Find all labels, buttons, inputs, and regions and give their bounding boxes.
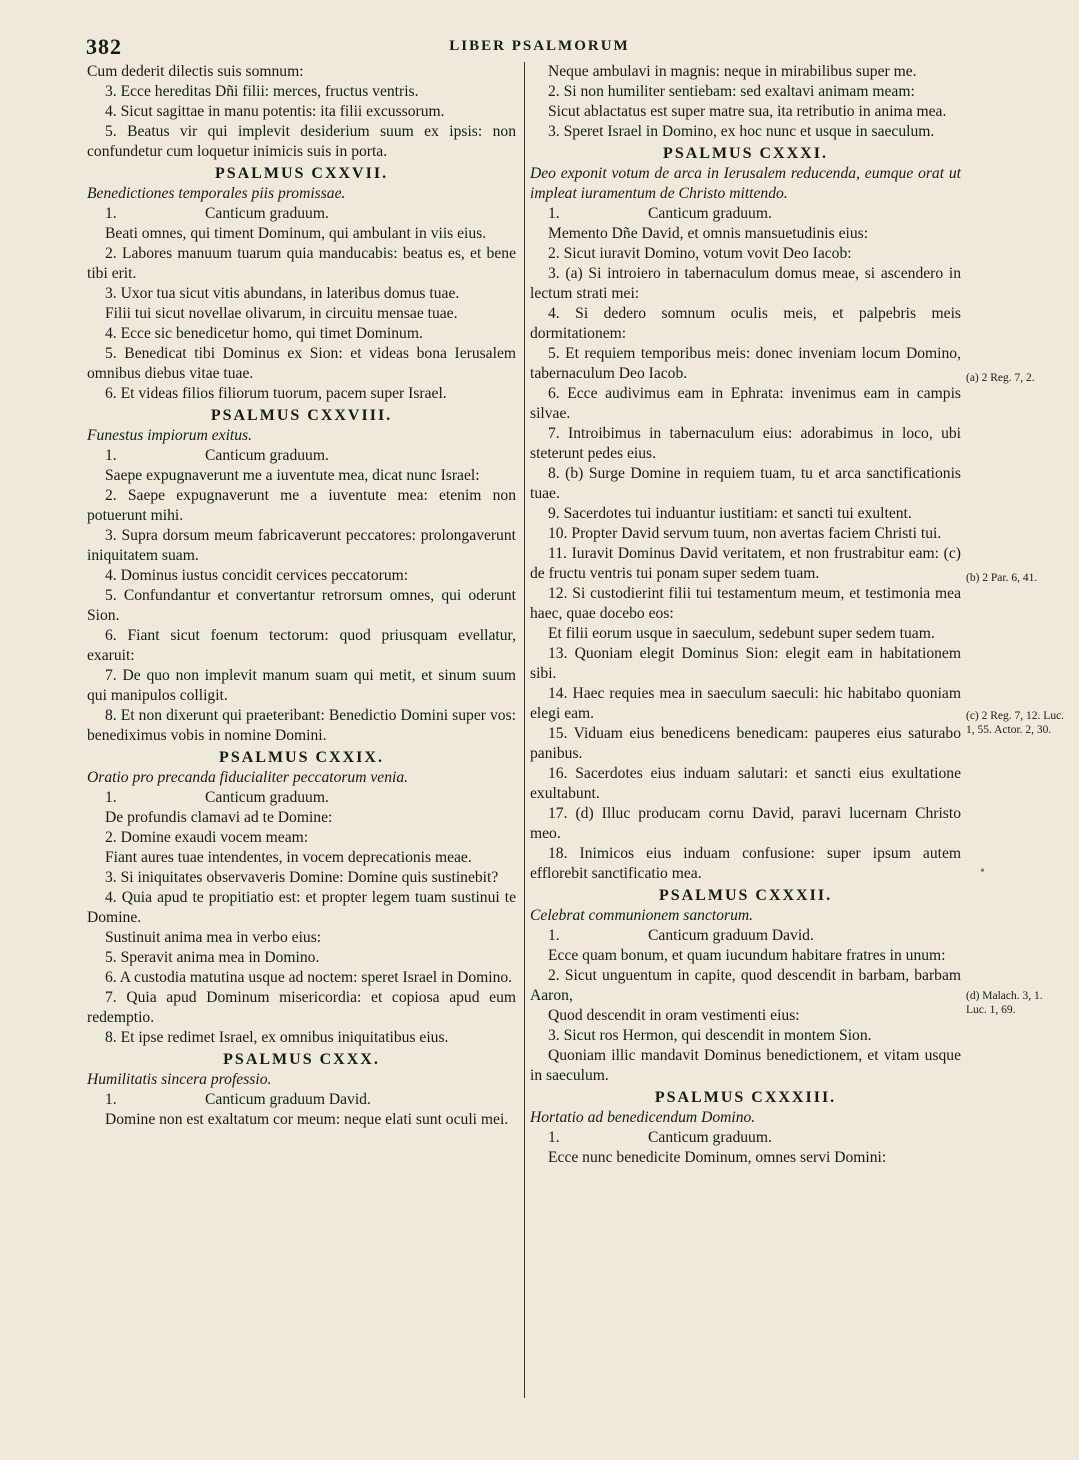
canticum-line — [87, 1090, 516, 1110]
margin-note-b: (b) 2 Par. 6, 41. — [966, 572, 1038, 584]
psalm-argument: Celebrat communionem sanctorum. — [530, 907, 754, 924]
running-title: LIBER PSALMORUM — [449, 38, 630, 54]
canticum-text: Canticum graduum. — [205, 205, 329, 222]
verse: Ecce quam bonum, et quam iucundum habitare fratres in unum: — [548, 947, 946, 964]
canticum-line — [530, 926, 961, 946]
verse: 3. Si iniquitates observaveris Domine: Domine quis sustinebit? — [105, 869, 499, 886]
verse: 7. Quia apud Dominum misericordia: et copiosa apud eum redemptio. — [87, 989, 516, 1026]
verse: 7. Introibimus in tabernaculum eius: adorabimus in loco, ubi steterunt pedes eius. — [530, 425, 961, 462]
verse: 10. Propter David servum tuum, non avertas faciem Christi tui. — [548, 525, 942, 542]
psalm-heading: PSALMUS CXXXIII. — [654, 1089, 837, 1106]
verse: Neque ambulavi in magnis: neque in mirabilibus super me. — [548, 63, 917, 80]
verse: 6. A custodia matutina usque ad noctem: speret Israel in Domino. — [105, 969, 513, 986]
verse: Et filii eorum usque in saeculum, sedebunt super sedem tuam. — [548, 625, 935, 642]
verse: 9. Sacerdotes tui induantur iustitiam: et sancti tui exultent. — [548, 505, 912, 522]
verse: Quod descendit in oram vestimenti eius: — [548, 1007, 800, 1024]
verse-number: 1. — [548, 1129, 560, 1146]
verse: 3. Speret Israel in Domino, ex hoc nunc et usque in saeculum. — [548, 123, 935, 140]
verse: 5. Speravit anima mea in Domino. — [105, 949, 320, 966]
verse: Fiant aures tuae intendentes, in vocem deprecationis meae. — [105, 849, 472, 866]
psalm-heading: PSALMUS CXXIX. — [219, 749, 384, 766]
verse: 12. Si custodierint filii tui testamentum meum, et testimonia mea haec, quae docebo eos: — [530, 585, 961, 622]
verse: Sustinuit anima mea in verbo eius: — [105, 929, 322, 946]
canticum-line — [87, 446, 516, 466]
verse: 14. Haec requies mea in saeculum saeculi: hic habitabo quoniam elegi eam. — [530, 685, 961, 722]
verse: Cum dederit dilectis suis somnum: — [87, 63, 304, 80]
verse: 3. Uxor tua sicut vitis abundans, in lateribus domus tuae. — [105, 285, 460, 302]
margin-note-a: (a) 2 Reg. 7, 2. — [966, 372, 1035, 384]
verse-number: 1. — [105, 1091, 117, 1108]
verse: 8. Et non dixerunt qui praeteribant: Benedictio Domini super vos: benediximus vobis in nomine Domini. — [87, 707, 516, 744]
verse: 2. Saepe expugnaverunt me a iuventute mea: etenim non potuerunt mihi. — [87, 487, 516, 524]
verse: Domine non est exaltatum cor meum: neque elati sunt oculi mei. — [105, 1111, 509, 1128]
verse-number: 1. — [105, 205, 117, 222]
canticum-text: Canticum graduum David. — [648, 927, 814, 944]
psalm-argument: Humilitatis sincera professio. — [87, 1071, 272, 1088]
verse-number: 1. — [105, 789, 117, 806]
verse: 2. Sicut unguentum in capite, quod descendit in barbam, barbam Aaron, — [530, 967, 961, 1004]
verse: 5. Beatus vir qui implevit desiderium suum ex ipsis: non confundetur cum loquetur inimicis suis in porta. — [87, 123, 516, 160]
verse: 18. Inimicos eius induam confusione: super ipsum autem efflorebit sanctificatio mea. — [530, 845, 961, 882]
verse: 3. Supra dorsum meum fabricaverunt peccatores: prolongaverunt iniquitatem suam. — [87, 527, 516, 564]
verse: 16. Sacerdotes eius induam salutari: et sancti eius exultatione exultabunt. — [530, 765, 961, 802]
verse: 5. Confundantur et convertantur retrorsum omnes, qui oderunt Sion. — [87, 587, 516, 624]
verse: Beati omnes, qui timent Dominum, qui ambulant in viis eius. — [105, 225, 487, 242]
verse: 4. Si dedero somnum oculis meis, et palpebris meis dormitationem: — [530, 305, 961, 342]
verse: 4. Quia apud te propitiatio est: et propter legem tuam sustinui te Domine. — [87, 889, 516, 926]
verse: Filii tui sicut novellae olivarum, in circuitu mensae tuae. — [105, 305, 458, 322]
right-column — [530, 62, 961, 1168]
verse: 2. Si non humiliter sentiebam: sed exaltavi animam meam: — [548, 83, 915, 100]
psalm-heading: PSALMUS CXXVII. — [214, 165, 389, 182]
canticum-line — [530, 204, 961, 224]
verse: 2. Domine exaudi vocem meam: — [105, 829, 309, 846]
verse: Ecce nunc benedicite Dominum, omnes servi Domini: — [548, 1149, 887, 1166]
verse: 6. Fiant sicut foenum tectorum: quod priusquam evellatur, exaruit: — [87, 627, 516, 664]
verse: 11. Iuravit Dominus David veritatem, et non frustrabitur eam: (c) de fructu ventris tui ponam super sedem tuam. — [530, 545, 961, 582]
verse: 3. (a) Si introiero in tabernaculum domus meae, si ascendero in lectum strati mei: — [530, 265, 961, 302]
verse: 8. (b) Surge Domine in requiem tuam, tu et arca sanctificationis tuae. — [530, 465, 961, 502]
verse: Saepe expugnaverunt me a iuventute mea, dicat nunc Israel: — [105, 467, 480, 484]
verse: 2. Sicut iuravit Domino, votum vovit Deo Iacob: — [548, 245, 852, 262]
verse: 5. Et requiem temporibus meis: donec inveniam locum Domino, tabernaculum Deo Iacob. — [530, 345, 961, 382]
verse: 7. De quo non implevit manum suam qui metit, et sinum suum qui manipulos colligit. — [87, 667, 516, 704]
verse-number: 1. — [105, 447, 117, 464]
verse: De profundis clamavi ad te Domine: — [105, 809, 333, 826]
canticum-text: Canticum graduum David. — [205, 1091, 371, 1108]
canticum-text: Canticum graduum. — [648, 205, 772, 222]
column-divider — [524, 62, 525, 1398]
verse: Memento Dñe David, et omnis mansuetudinis eius: — [548, 225, 869, 242]
canticum-line — [87, 204, 516, 224]
verse: 4. Sicut sagittae in manu potentis: ita filii excussorum. — [105, 103, 445, 120]
psalm-heading: PSALMUS CXXX. — [223, 1051, 380, 1068]
verse: 3. Ecce hereditas Dñi filii: merces, fructus ventris. — [105, 83, 419, 100]
verse: 8. Et ipse redimet Israel, ex omnibus iniquitatibus eius. — [105, 1029, 449, 1046]
verse: 6. Ecce audivimus eam in Ephrata: invenimus eam in campis silvae. — [530, 385, 961, 422]
verse: 15. Viduam eius benedicens benedicam: pauperes eius saturabo panibus. — [530, 725, 961, 762]
verse-number: 1. — [548, 205, 560, 222]
canticum-text: Canticum graduum. — [205, 789, 329, 806]
verse: Quoniam illic mandavit Dominus benedictionem, et vitam usque in saeculum. — [530, 1047, 961, 1084]
psalm-argument: Benedictiones temporales piis promissae. — [87, 185, 346, 202]
verse: 6. Et videas filios filiorum tuorum, pacem super Israel. — [105, 385, 447, 402]
psalm-argument: Hortatio ad benedicendum Domino. — [530, 1109, 756, 1126]
psalm-heading: PSALMUS CXXVIII. — [210, 407, 393, 424]
ink-mark: • — [980, 864, 985, 879]
verse: 3. Sicut ros Hermon, qui descendit in montem Sion. — [548, 1027, 872, 1044]
left-column — [87, 62, 516, 1130]
psalm-heading: PSALMUS CXXXI. — [663, 145, 828, 162]
margin-note-d: (d) Malach. 3, 1. Luc. 1, 69. — [966, 990, 1043, 1016]
canticum-text: Canticum graduum. — [205, 447, 329, 464]
page-number: 382 — [86, 34, 122, 59]
verse: 4. Ecce sic benedicetur homo, qui timet Dominum. — [105, 325, 423, 342]
canticum-text: Canticum graduum. — [648, 1129, 772, 1146]
verse: 2. Labores manuum tuarum quia manducabis: beatus es, et bene tibi erit. — [87, 245, 516, 282]
verse: 13. Quoniam elegit Dominus Sion: elegit eam in habitationem sibi. — [530, 645, 961, 682]
verse: 4. Dominus iustus concidit cervices peccatorum: — [105, 567, 409, 584]
psalm-argument: Funestus impiorum exitus. — [87, 427, 253, 444]
verse: 17. (d) Illuc producam cornu David, paravi lucernam Christo meo. — [530, 805, 961, 842]
margin-note-c: (c) 2 Reg. 7, 12. Luc. 1, 55. Actor. 2, 30. — [966, 710, 1065, 736]
verse: 5. Benedicat tibi Dominus ex Sion: et videas bona Ierusalem omnibus diebus vitae tuae. — [87, 345, 516, 382]
psalm-argument: Oratio pro precanda fiducialiter peccatorum venia. — [87, 769, 409, 786]
verse-number: 1. — [548, 927, 560, 944]
canticum-line — [87, 788, 516, 808]
canticum-line — [530, 1128, 961, 1148]
verse: Sicut ablactatus est super matre sua, ita retributio in anima mea. — [548, 103, 947, 120]
psalm-argument: Deo exponit votum de arca in Ierusalem reducenda, eumque orat ut impleat iuramentum de Christo mittendo. — [530, 165, 961, 202]
psalm-heading: PSALMUS CXXXII. — [658, 887, 833, 904]
